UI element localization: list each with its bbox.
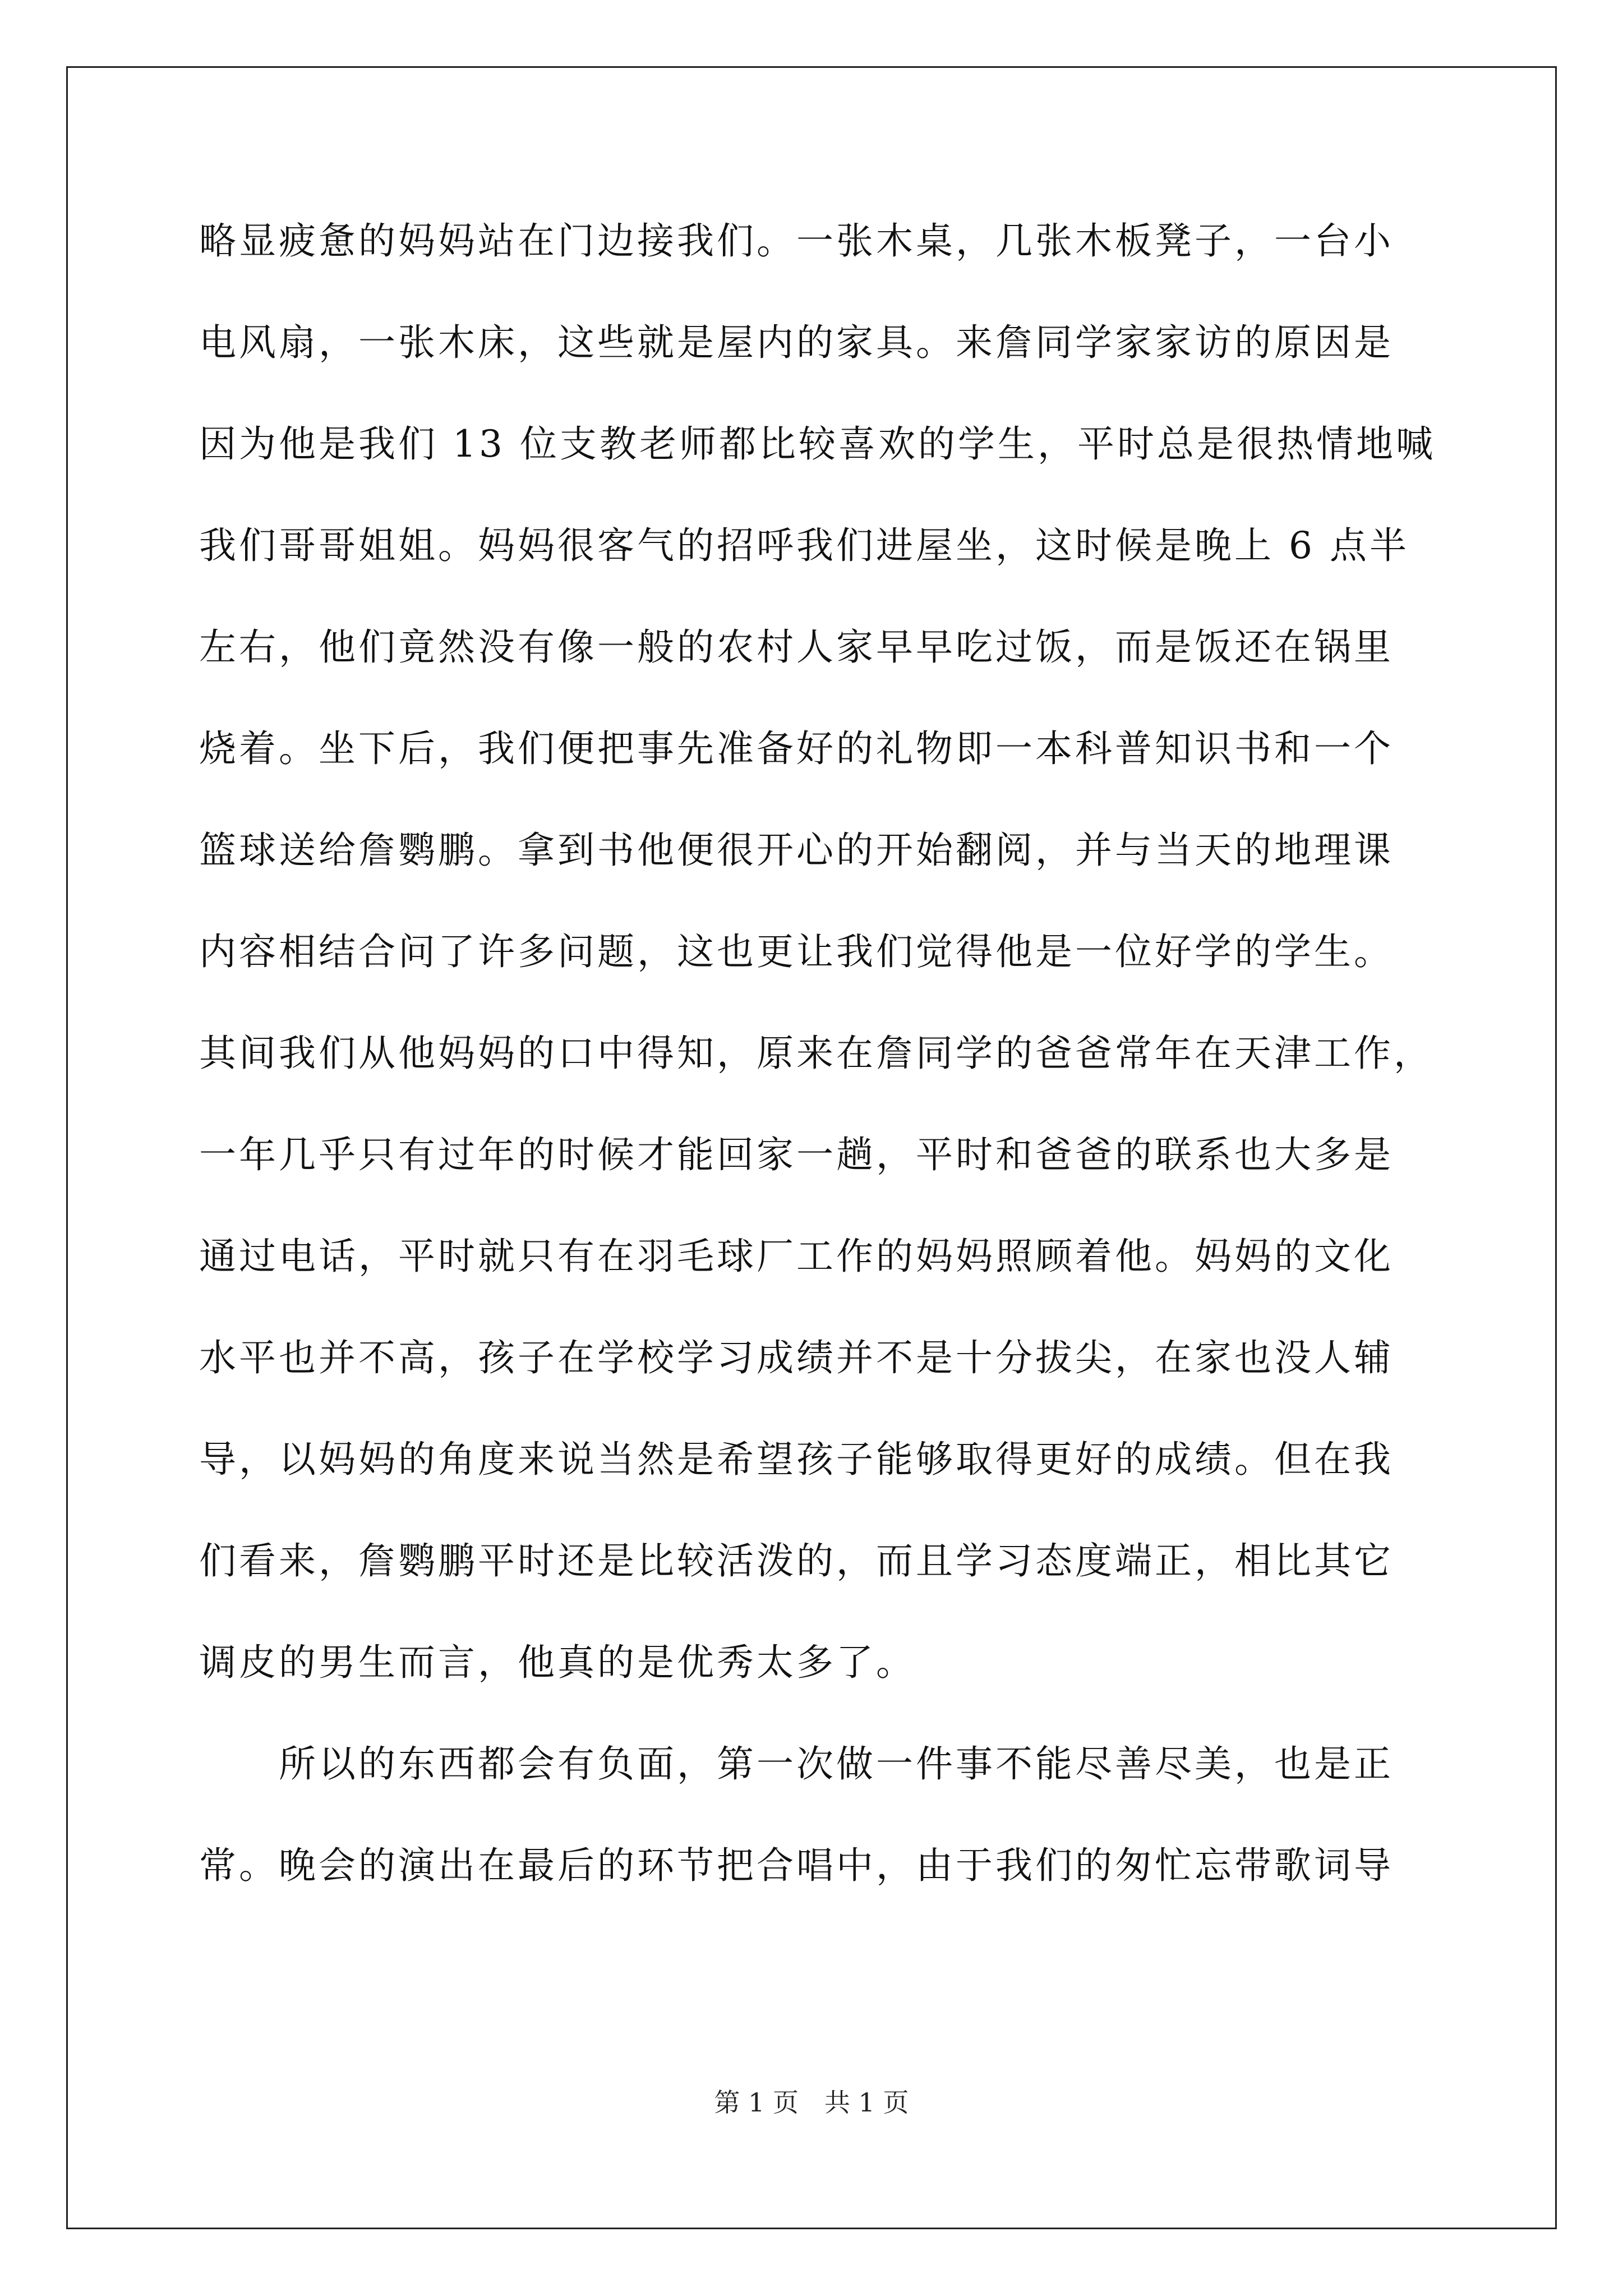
page-footer: 第 1 页 共 1 页 [714, 2087, 909, 2118]
text-line: 水平也并不高，孩子在学校学习成绩并不是十分拔尖，在家也没人辅 [199, 1336, 1394, 1379]
text-line: 篮球送给詹鹦鹏。拿到书他便很开心的开始翻阅，并与当天的地理课 [199, 829, 1394, 872]
text-line: 我们哥哥姐姐。妈妈很客气的招呼我们进屋坐，这时候是晚上 6 点半 [199, 524, 1409, 567]
text-line: 导，以妈妈的角度来说当然是希望孩子能够取得更好的成绩。但在我 [199, 1438, 1394, 1481]
body-text [199, 208, 1436, 1934]
text-line: 一年几乎只有过年的时候才能回家一趟，平时和爸爸的联系也大多是 [199, 1133, 1394, 1176]
text-line: 左右，他们竟然没有像一般的农村人家早早吃过饭，而是饭还在锅里 [199, 625, 1394, 669]
text-line: 其间我们从他妈妈的口中得知，原来在詹同学的爸爸常年在天津工作， [199, 1032, 1433, 1075]
text-line: 们看来，詹鹦鹏平时还是比较活泼的，而且学习态度端正，相比其它 [199, 1539, 1394, 1582]
text-line: 略显疲惫的妈妈站在门边接我们。一张木桌，几张木板凳子，一台小 [199, 219, 1394, 263]
text-line: 通过电话，平时就只有在羽毛球厂工作的妈妈照顾着他。妈妈的文化 [199, 1235, 1394, 1278]
text-line: 电风扇，一张木床，这些就是屋内的家具。来詹同学家家访的原因是 [199, 321, 1394, 364]
text-line: 常。晚会的演出在最后的环节把合唱中，由于我们的匆忙忘带歌词导 [199, 1844, 1394, 1887]
text-line: 因为他是我们 13 位支教老师都比较喜欢的学生，平时总是很热情地喊 [199, 422, 1436, 466]
text-line: 所以的东西都会有负面，第一次做一件事不能尽善尽美，也是正 [199, 1742, 1394, 1786]
text-line: 内容相结合问了许多问题，这也更让我们觉得他是一位好学的学生。 [199, 930, 1394, 973]
text-line: 烧着。坐下后，我们便把事先准备好的礼物即一本科普知识书和一个 [199, 727, 1394, 770]
text-line: 调皮的男生而言，他真的是优秀太多了。 [199, 1641, 916, 1684]
